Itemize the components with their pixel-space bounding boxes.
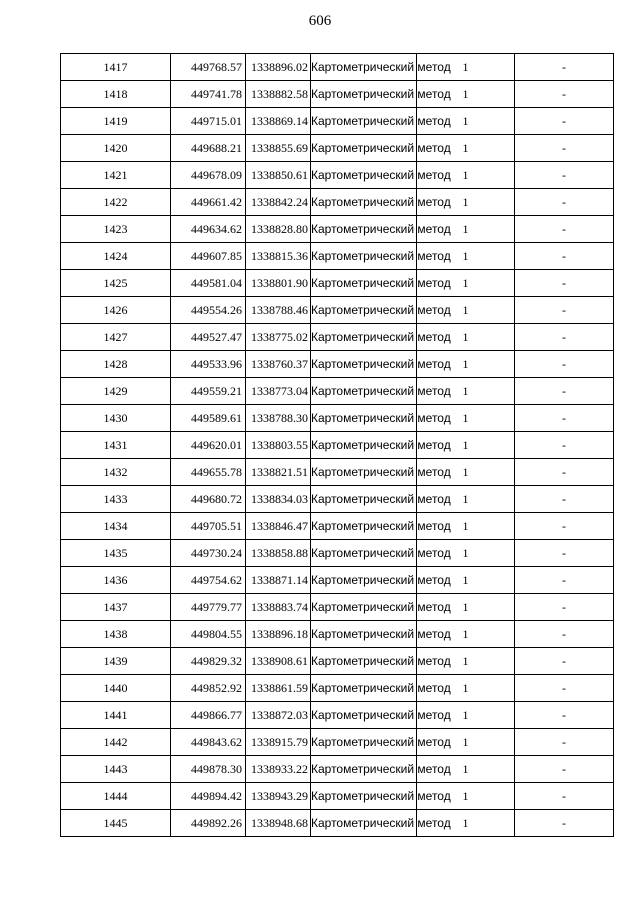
method-cell: Картометрический метод (311, 621, 417, 648)
point-number-cell: 1425 (61, 270, 171, 297)
x-coordinate-cell: 449741.78 (171, 81, 246, 108)
y-coordinate-cell: 1338943.29 (246, 783, 311, 810)
y-coordinate-cell: 1338828.80 (246, 216, 311, 243)
note-cell: - (515, 621, 614, 648)
quantity-cell: 1 (417, 54, 515, 81)
table-row (61, 756, 614, 783)
table-row (61, 621, 614, 648)
x-coordinate-cell: 449661.42 (171, 189, 246, 216)
x-coordinate-cell: 449589.61 (171, 405, 246, 432)
table-row (61, 729, 614, 756)
point-number-cell: 1424 (61, 243, 171, 270)
quantity-cell: 1 (417, 297, 515, 324)
point-number-cell: 1442 (61, 729, 171, 756)
x-coordinate-cell: 449634.62 (171, 216, 246, 243)
quantity-cell: 1 (417, 567, 515, 594)
method-cell: Картометрический метод (311, 702, 417, 729)
note-cell: - (515, 324, 614, 351)
x-coordinate-cell: 449705.51 (171, 513, 246, 540)
table-row (61, 783, 614, 810)
quantity-cell: 1 (417, 648, 515, 675)
note-cell: - (515, 405, 614, 432)
y-coordinate-cell: 1338858.88 (246, 540, 311, 567)
quantity-cell: 1 (417, 621, 515, 648)
y-coordinate-cell: 1338855.69 (246, 135, 311, 162)
quantity-cell: 1 (417, 702, 515, 729)
note-cell: - (515, 243, 614, 270)
y-coordinate-cell: 1338842.24 (246, 189, 311, 216)
table-row (61, 135, 614, 162)
quantity-cell: 1 (417, 513, 515, 540)
x-coordinate-cell: 449581.04 (171, 270, 246, 297)
note-cell: - (515, 108, 614, 135)
y-coordinate-cell: 1338773.04 (246, 378, 311, 405)
quantity-cell: 1 (417, 216, 515, 243)
x-coordinate-cell: 449533.96 (171, 351, 246, 378)
note-cell: - (515, 135, 614, 162)
y-coordinate-cell: 1338908.61 (246, 648, 311, 675)
coordinates-table-body (61, 54, 614, 837)
note-cell: - (515, 675, 614, 702)
table-row (61, 297, 614, 324)
x-coordinate-cell: 449852.92 (171, 675, 246, 702)
note-cell: - (515, 756, 614, 783)
y-coordinate-cell: 1338872.03 (246, 702, 311, 729)
point-number-cell: 1433 (61, 486, 171, 513)
point-number-cell: 1418 (61, 81, 171, 108)
y-coordinate-cell: 1338775.02 (246, 324, 311, 351)
method-cell: Картометрический метод (311, 243, 417, 270)
table-row (61, 324, 614, 351)
x-coordinate-cell: 449680.72 (171, 486, 246, 513)
quantity-cell: 1 (417, 756, 515, 783)
quantity-cell: 1 (417, 162, 515, 189)
x-coordinate-cell: 449715.01 (171, 108, 246, 135)
table-row (61, 702, 614, 729)
method-cell: Картометрический метод (311, 162, 417, 189)
x-coordinate-cell: 449655.78 (171, 459, 246, 486)
point-number-cell: 1443 (61, 756, 171, 783)
quantity-cell: 1 (417, 351, 515, 378)
point-number-cell: 1427 (61, 324, 171, 351)
y-coordinate-cell: 1338801.90 (246, 270, 311, 297)
table-row (61, 594, 614, 621)
coordinates-table (60, 53, 614, 837)
quantity-cell: 1 (417, 108, 515, 135)
y-coordinate-cell: 1338933.22 (246, 756, 311, 783)
table-row (61, 432, 614, 459)
table-row (61, 513, 614, 540)
x-coordinate-cell: 449527.47 (171, 324, 246, 351)
table-row (61, 108, 614, 135)
x-coordinate-cell: 449843.62 (171, 729, 246, 756)
table-row (61, 459, 614, 486)
page-number: 606 (308, 13, 332, 29)
point-number-cell: 1420 (61, 135, 171, 162)
y-coordinate-cell: 1338834.03 (246, 486, 311, 513)
quantity-cell: 1 (417, 783, 515, 810)
method-cell: Картометрический метод (311, 783, 417, 810)
x-coordinate-cell: 449607.85 (171, 243, 246, 270)
point-number-cell: 1445 (61, 810, 171, 837)
y-coordinate-cell: 1338896.02 (246, 54, 311, 81)
quantity-cell: 1 (417, 594, 515, 621)
method-cell: Картометрический метод (311, 351, 417, 378)
method-cell: Картометрический метод (311, 189, 417, 216)
x-coordinate-cell: 449730.24 (171, 540, 246, 567)
table-row (61, 405, 614, 432)
point-number-cell: 1441 (61, 702, 171, 729)
y-coordinate-cell: 1338850.61 (246, 162, 311, 189)
table-row (61, 540, 614, 567)
y-coordinate-cell: 1338882.58 (246, 81, 311, 108)
table-row (61, 648, 614, 675)
method-cell: Картометрический метод (311, 297, 417, 324)
x-coordinate-cell: 449878.30 (171, 756, 246, 783)
point-number-cell: 1417 (61, 54, 171, 81)
quantity-cell: 1 (417, 270, 515, 297)
quantity-cell: 1 (417, 243, 515, 270)
x-coordinate-cell: 449620.01 (171, 432, 246, 459)
y-coordinate-cell: 1338788.30 (246, 405, 311, 432)
x-coordinate-cell: 449688.21 (171, 135, 246, 162)
table-row (61, 216, 614, 243)
method-cell: Картометрический метод (311, 729, 417, 756)
point-number-cell: 1438 (61, 621, 171, 648)
point-number-cell: 1439 (61, 648, 171, 675)
note-cell: - (515, 783, 614, 810)
note-cell: - (515, 351, 614, 378)
note-cell: - (515, 189, 614, 216)
note-cell: - (515, 702, 614, 729)
method-cell: Картометрический метод (311, 135, 417, 162)
method-cell: Картометрический метод (311, 432, 417, 459)
method-cell: Картометрический метод (311, 567, 417, 594)
point-number-cell: 1444 (61, 783, 171, 810)
table-row (61, 567, 614, 594)
note-cell: - (515, 459, 614, 486)
y-coordinate-cell: 1338896.18 (246, 621, 311, 648)
method-cell: Картометрический метод (311, 378, 417, 405)
point-number-cell: 1419 (61, 108, 171, 135)
point-number-cell: 1430 (61, 405, 171, 432)
y-coordinate-cell: 1338861.59 (246, 675, 311, 702)
method-cell: Картометрический метод (311, 459, 417, 486)
method-cell: Картометрический метод (311, 648, 417, 675)
method-cell: Картометрический метод (311, 81, 417, 108)
point-number-cell: 1432 (61, 459, 171, 486)
method-cell: Картометрический метод (311, 216, 417, 243)
method-cell: Картометрический метод (311, 324, 417, 351)
x-coordinate-cell: 449866.77 (171, 702, 246, 729)
note-cell: - (515, 810, 614, 837)
y-coordinate-cell: 1338869.14 (246, 108, 311, 135)
note-cell: - (515, 216, 614, 243)
x-coordinate-cell: 449804.55 (171, 621, 246, 648)
table-row (61, 162, 614, 189)
y-coordinate-cell: 1338815.36 (246, 243, 311, 270)
note-cell: - (515, 297, 614, 324)
note-cell: - (515, 432, 614, 459)
note-cell: - (515, 594, 614, 621)
note-cell: - (515, 378, 614, 405)
note-cell: - (515, 729, 614, 756)
method-cell: Картометрический метод (311, 513, 417, 540)
point-number-cell: 1429 (61, 378, 171, 405)
y-coordinate-cell: 1338846.47 (246, 513, 311, 540)
quantity-cell: 1 (417, 378, 515, 405)
point-number-cell: 1431 (61, 432, 171, 459)
y-coordinate-cell: 1338883.74 (246, 594, 311, 621)
table-row (61, 270, 614, 297)
y-coordinate-cell: 1338915.79 (246, 729, 311, 756)
table-row (61, 486, 614, 513)
point-number-cell: 1428 (61, 351, 171, 378)
quantity-cell: 1 (417, 324, 515, 351)
table-row (61, 81, 614, 108)
x-coordinate-cell: 449559.21 (171, 378, 246, 405)
point-number-cell: 1423 (61, 216, 171, 243)
x-coordinate-cell: 449754.62 (171, 567, 246, 594)
quantity-cell: 1 (417, 135, 515, 162)
note-cell: - (515, 270, 614, 297)
note-cell: - (515, 81, 614, 108)
y-coordinate-cell: 1338821.51 (246, 459, 311, 486)
x-coordinate-cell: 449892.26 (171, 810, 246, 837)
note-cell: - (515, 162, 614, 189)
table-row (61, 351, 614, 378)
x-coordinate-cell: 449554.26 (171, 297, 246, 324)
quantity-cell: 1 (417, 189, 515, 216)
method-cell: Картометрический метод (311, 594, 417, 621)
method-cell: Картометрический метод (311, 675, 417, 702)
point-number-cell: 1421 (61, 162, 171, 189)
point-number-cell: 1437 (61, 594, 171, 621)
quantity-cell: 1 (417, 729, 515, 756)
note-cell: - (515, 648, 614, 675)
method-cell: Картометрический метод (311, 270, 417, 297)
y-coordinate-cell: 1338871.14 (246, 567, 311, 594)
quantity-cell: 1 (417, 810, 515, 837)
note-cell: - (515, 486, 614, 513)
x-coordinate-cell: 449829.32 (171, 648, 246, 675)
x-coordinate-cell: 449779.77 (171, 594, 246, 621)
x-coordinate-cell: 449894.42 (171, 783, 246, 810)
table-row (61, 54, 614, 81)
point-number-cell: 1422 (61, 189, 171, 216)
point-number-cell: 1434 (61, 513, 171, 540)
y-coordinate-cell: 1338760.37 (246, 351, 311, 378)
table-row (61, 810, 614, 837)
method-cell: Картометрический метод (311, 540, 417, 567)
quantity-cell: 1 (417, 432, 515, 459)
method-cell: Картометрический метод (311, 486, 417, 513)
y-coordinate-cell: 1338788.46 (246, 297, 311, 324)
point-number-cell: 1436 (61, 567, 171, 594)
y-coordinate-cell: 1338948.68 (246, 810, 311, 837)
note-cell: - (515, 513, 614, 540)
table-row (61, 189, 614, 216)
table-row (61, 243, 614, 270)
quantity-cell: 1 (417, 486, 515, 513)
x-coordinate-cell: 449768.57 (171, 54, 246, 81)
method-cell: Картометрический метод (311, 756, 417, 783)
quantity-cell: 1 (417, 459, 515, 486)
note-cell: - (515, 567, 614, 594)
quantity-cell: 1 (417, 405, 515, 432)
note-cell: - (515, 540, 614, 567)
method-cell: Картометрический метод (311, 108, 417, 135)
point-number-cell: 1435 (61, 540, 171, 567)
point-number-cell: 1440 (61, 675, 171, 702)
table-row (61, 675, 614, 702)
method-cell: Картометрический метод (311, 810, 417, 837)
quantity-cell: 1 (417, 81, 515, 108)
method-cell: Картометрический метод (311, 54, 417, 81)
point-number-cell: 1426 (61, 297, 171, 324)
table-row (61, 378, 614, 405)
x-coordinate-cell: 449678.09 (171, 162, 246, 189)
quantity-cell: 1 (417, 675, 515, 702)
y-coordinate-cell: 1338803.55 (246, 432, 311, 459)
note-cell: - (515, 54, 614, 81)
quantity-cell: 1 (417, 540, 515, 567)
method-cell: Картометрический метод (311, 405, 417, 432)
